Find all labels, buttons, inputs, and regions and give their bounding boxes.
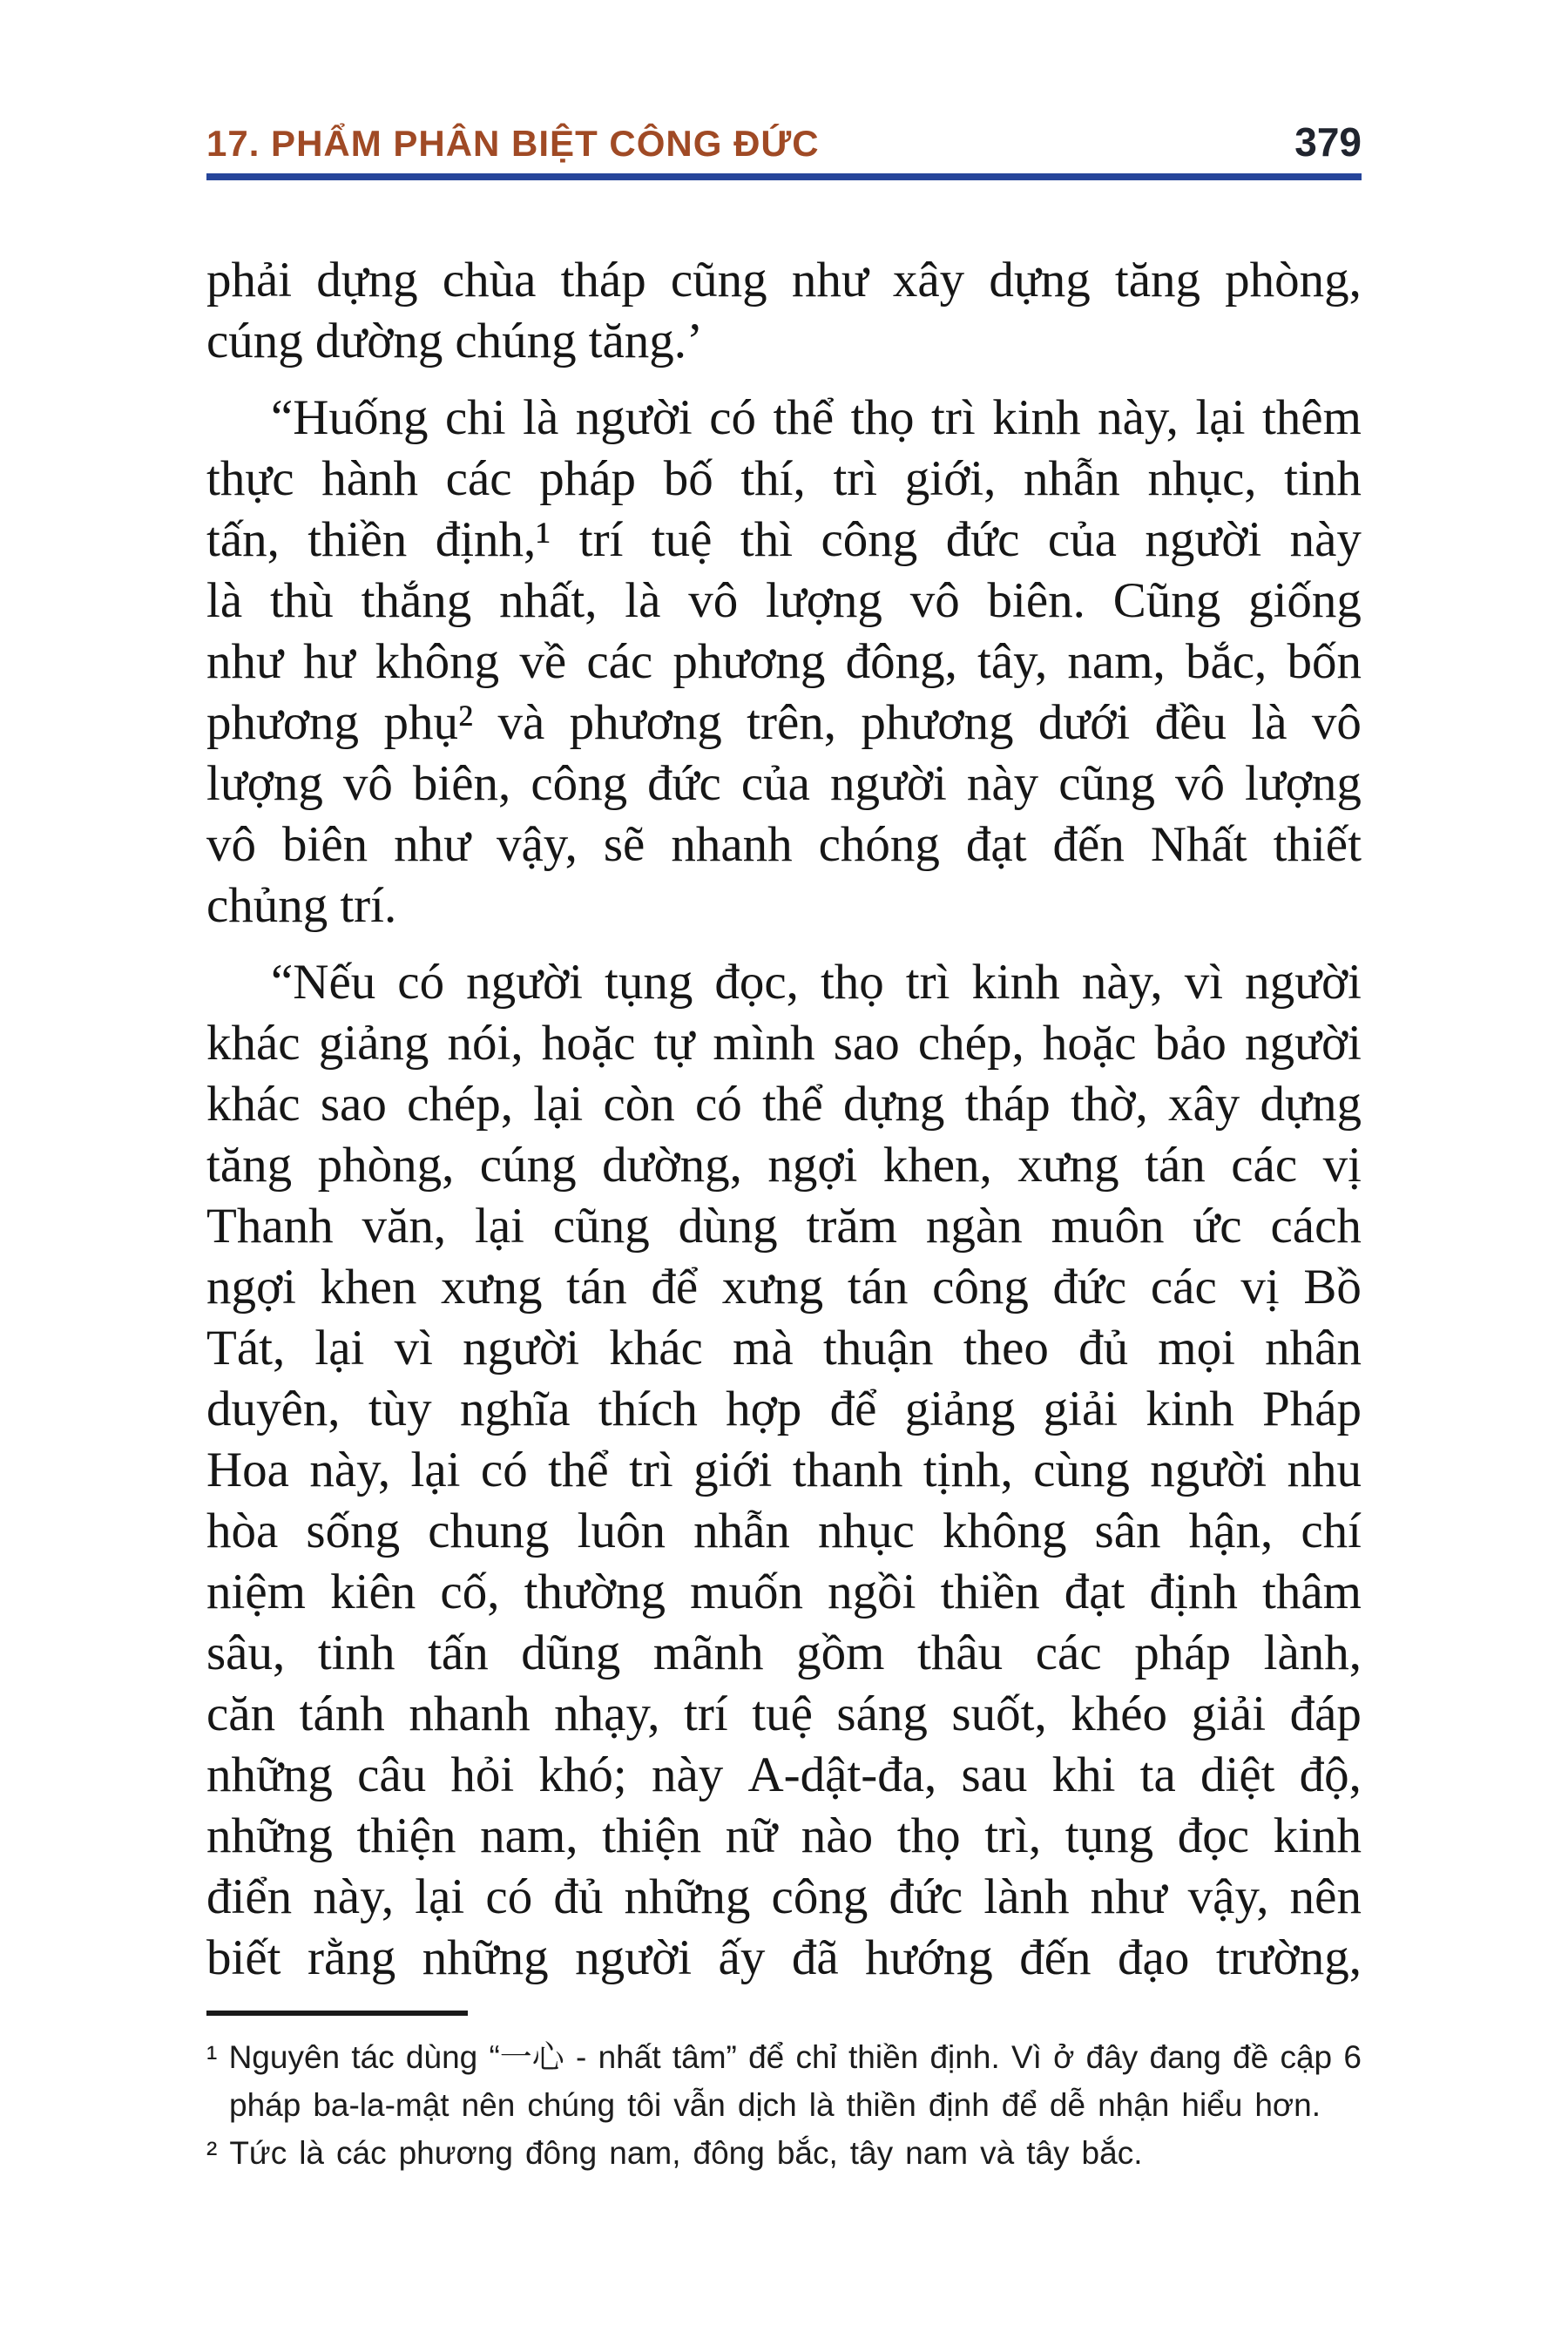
text-line: những thiện nam, thiện nữ nào thọ trì, tụng đọc kinh	[206, 1808, 1362, 1863]
text-line: Thanh văn, lại cũng dùng trăm ngàn muôn ức cách	[206, 1199, 1362, 1254]
footnote-list	[206, 2033, 1362, 2177]
text-line: là thù thắng nhất, là vô lượng vô biên. Cũng giống	[206, 573, 1362, 628]
text-line: pháp ba-la-mật nên chúng tôi vẫn dịch là thiền định để dễ nhận hiểu hơn.	[229, 2087, 1321, 2123]
text-line: thực hành các pháp bố thí, trì giới, nhẫn nhục, tinh	[206, 451, 1362, 506]
text-line: biết rằng những người ấy đã hướng đến đạo trường,	[206, 1930, 1362, 1985]
footnote-separator	[206, 2011, 468, 2016]
text-line: duyên, tùy nghĩa thích hợp để giảng giải kinh Pháp	[206, 1382, 1362, 1436]
text-line: Tát, lại vì người khác mà thuận theo đủ mọi nhân	[206, 1321, 1362, 1375]
footnote	[206, 2129, 1362, 2177]
page-number: 379	[1294, 119, 1362, 165]
text-line: khác giảng nói, hoặc tự mình sao chép, hoặc bảo người	[206, 1016, 1362, 1071]
text-line: tăng phòng, cúng dường, ngợi khen, xưng tán các vị	[206, 1138, 1362, 1193]
paragraph	[206, 250, 1362, 372]
chapter-title: 17. PHẨM PHÂN BIỆT CÔNG ĐỨC	[206, 123, 820, 164]
text-line: phương phụ² và phương trên, phương dưới đều là vô	[206, 695, 1362, 750]
text-line: hòa sống chung luôn nhẫn nhục không sân hận, chí	[206, 1504, 1362, 1558]
footnote	[206, 2033, 1362, 2129]
text-line: ¹ Nguyên tác dùng “一心 - nhất tâm” để chỉ thiền định. Vì ở đây đang đề cập 6	[206, 2039, 1362, 2075]
text-line: phải dựng chùa tháp cũng như xây dựng tăng phòng,	[206, 253, 1362, 308]
text-line: căn tánh nhanh nhạy, trí tuệ sáng suốt, khéo giải đáp	[206, 1686, 1362, 1741]
footnotes	[206, 2011, 1362, 2177]
text-line: sâu, tinh tấn dũng mãnh gồm thâu các pháp lành,	[206, 1625, 1362, 1680]
text-line: cúng dường chúng tăng.’	[206, 314, 704, 368]
header-rule	[206, 173, 1362, 180]
text-line: điển này, lại có đủ những công đức lành như vậy, nên	[206, 1869, 1362, 1924]
text-line: “Nếu có người tụng đọc, thọ trì kinh này, vì người	[271, 955, 1362, 1010]
text-line: tấn, thiền định,¹ trí tuệ thì công đức của người này	[206, 512, 1362, 567]
body-text	[206, 250, 1362, 1989]
page-header	[206, 119, 1362, 165]
text-line: ² Tức là các phương đông nam, đông bắc, tây nam và tây bắc.	[206, 2135, 1143, 2171]
text-line: khác sao chép, lại còn có thể dựng tháp thờ, xây dựng	[206, 1077, 1362, 1132]
text-line: vô biên như vậy, sẽ nhanh chóng đạt đến Nhất thiết	[206, 817, 1362, 872]
text-line: Hoa này, lại có thể trì giới thanh tịnh, cùng người nhu	[206, 1443, 1362, 1497]
text-line: ngợi khen xưng tán để xưng tán công đức các vị Bồ	[206, 1260, 1362, 1315]
paragraph	[206, 952, 1362, 1989]
text-line: “Huống chi là người có thể thọ trì kinh này, lại thêm	[271, 390, 1362, 445]
text-line: chủng trí.	[206, 878, 397, 933]
text-line: lượng vô biên, công đức của người này cũng vô lượng	[206, 756, 1362, 811]
text-line: như hư không về các phương đông, tây, nam, bắc, bốn	[206, 634, 1362, 689]
text-line: những câu hỏi khó; này A-dật-đa, sau khi ta diệt độ,	[206, 1747, 1362, 1802]
text-line: niệm kiên cố, thường muốn ngồi thiền đạt định thâm	[206, 1565, 1362, 1619]
paragraph	[206, 388, 1362, 936]
